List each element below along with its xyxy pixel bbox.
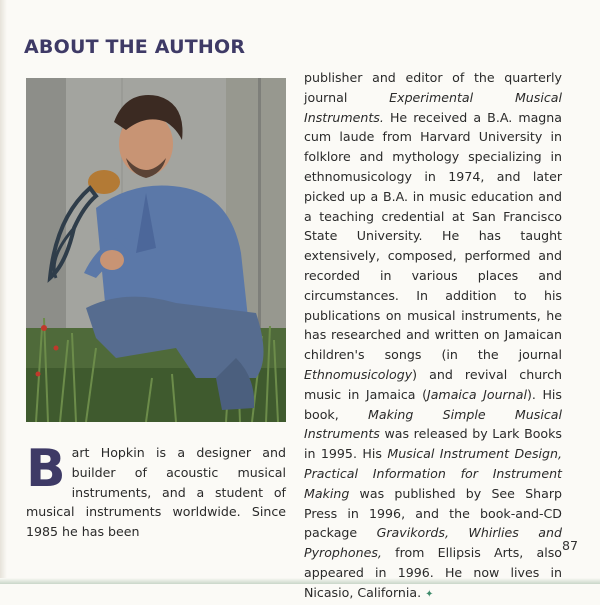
book-title: Musical Instrument Design, Practical Information for Instrument Making [304, 446, 562, 501]
bio-continued-paragraph [304, 68, 562, 605]
bio-right-column [304, 68, 562, 605]
bio-text-segment: was released by Lark Books in 1995. His [304, 426, 562, 462]
bio-left-column [26, 439, 286, 542]
book-title: Gravikords, Whirlies and Pyrophones, [304, 525, 562, 561]
page-edge-shadow [0, 0, 7, 584]
author-photo [26, 78, 286, 422]
bio-text-segment: ). His book, [304, 386, 562, 422]
bio-opening-text: art Hopkin is a designer and builder of acoustic musical instruments, and a student of musical instruments worldwide. Since 1985 he has been [26, 445, 286, 540]
bio-text-segment: ) and revival church music in Jamaica ( [304, 366, 562, 402]
end-mark-icon: ✦ [425, 588, 434, 600]
bio-opening-paragraph [26, 439, 286, 542]
bio-text-segment: He received a B.A. magna cum laude from Harvard University in folklore and mythology specializing in ethnomusicology in 1974, and later picked up a B.A. in music education and a teaching credential at San Francisco State University. He has taught extensively, composed, performed and recorded in various places and circumstances. In addition to his publications on musical instruments, he has researched and written on Jamaican children's songs (in the journal [304, 109, 562, 363]
page-number: 87 [562, 538, 579, 553]
section-heading: ABOUT THE AUTHOR [24, 36, 246, 58]
journal-title: Experimental Musical Instruments. [304, 89, 562, 125]
journal-title: Ethnomusicology [304, 366, 413, 382]
journal-title: Jamaica Journal [427, 386, 527, 402]
bio-text-segment: was published by See Sharp Press in 1996, and the book-and-CD package [304, 485, 562, 541]
bio-text-segment: from Ellipsis Arts, also appeared in 1996. He now lives in Nicasio, California. [304, 545, 562, 600]
drop-cap: B [26, 439, 66, 499]
bio-text-segment: publisher and editor of the quarterly journal [304, 70, 562, 105]
book-title: Making Simple Musical Instruments [304, 406, 562, 442]
